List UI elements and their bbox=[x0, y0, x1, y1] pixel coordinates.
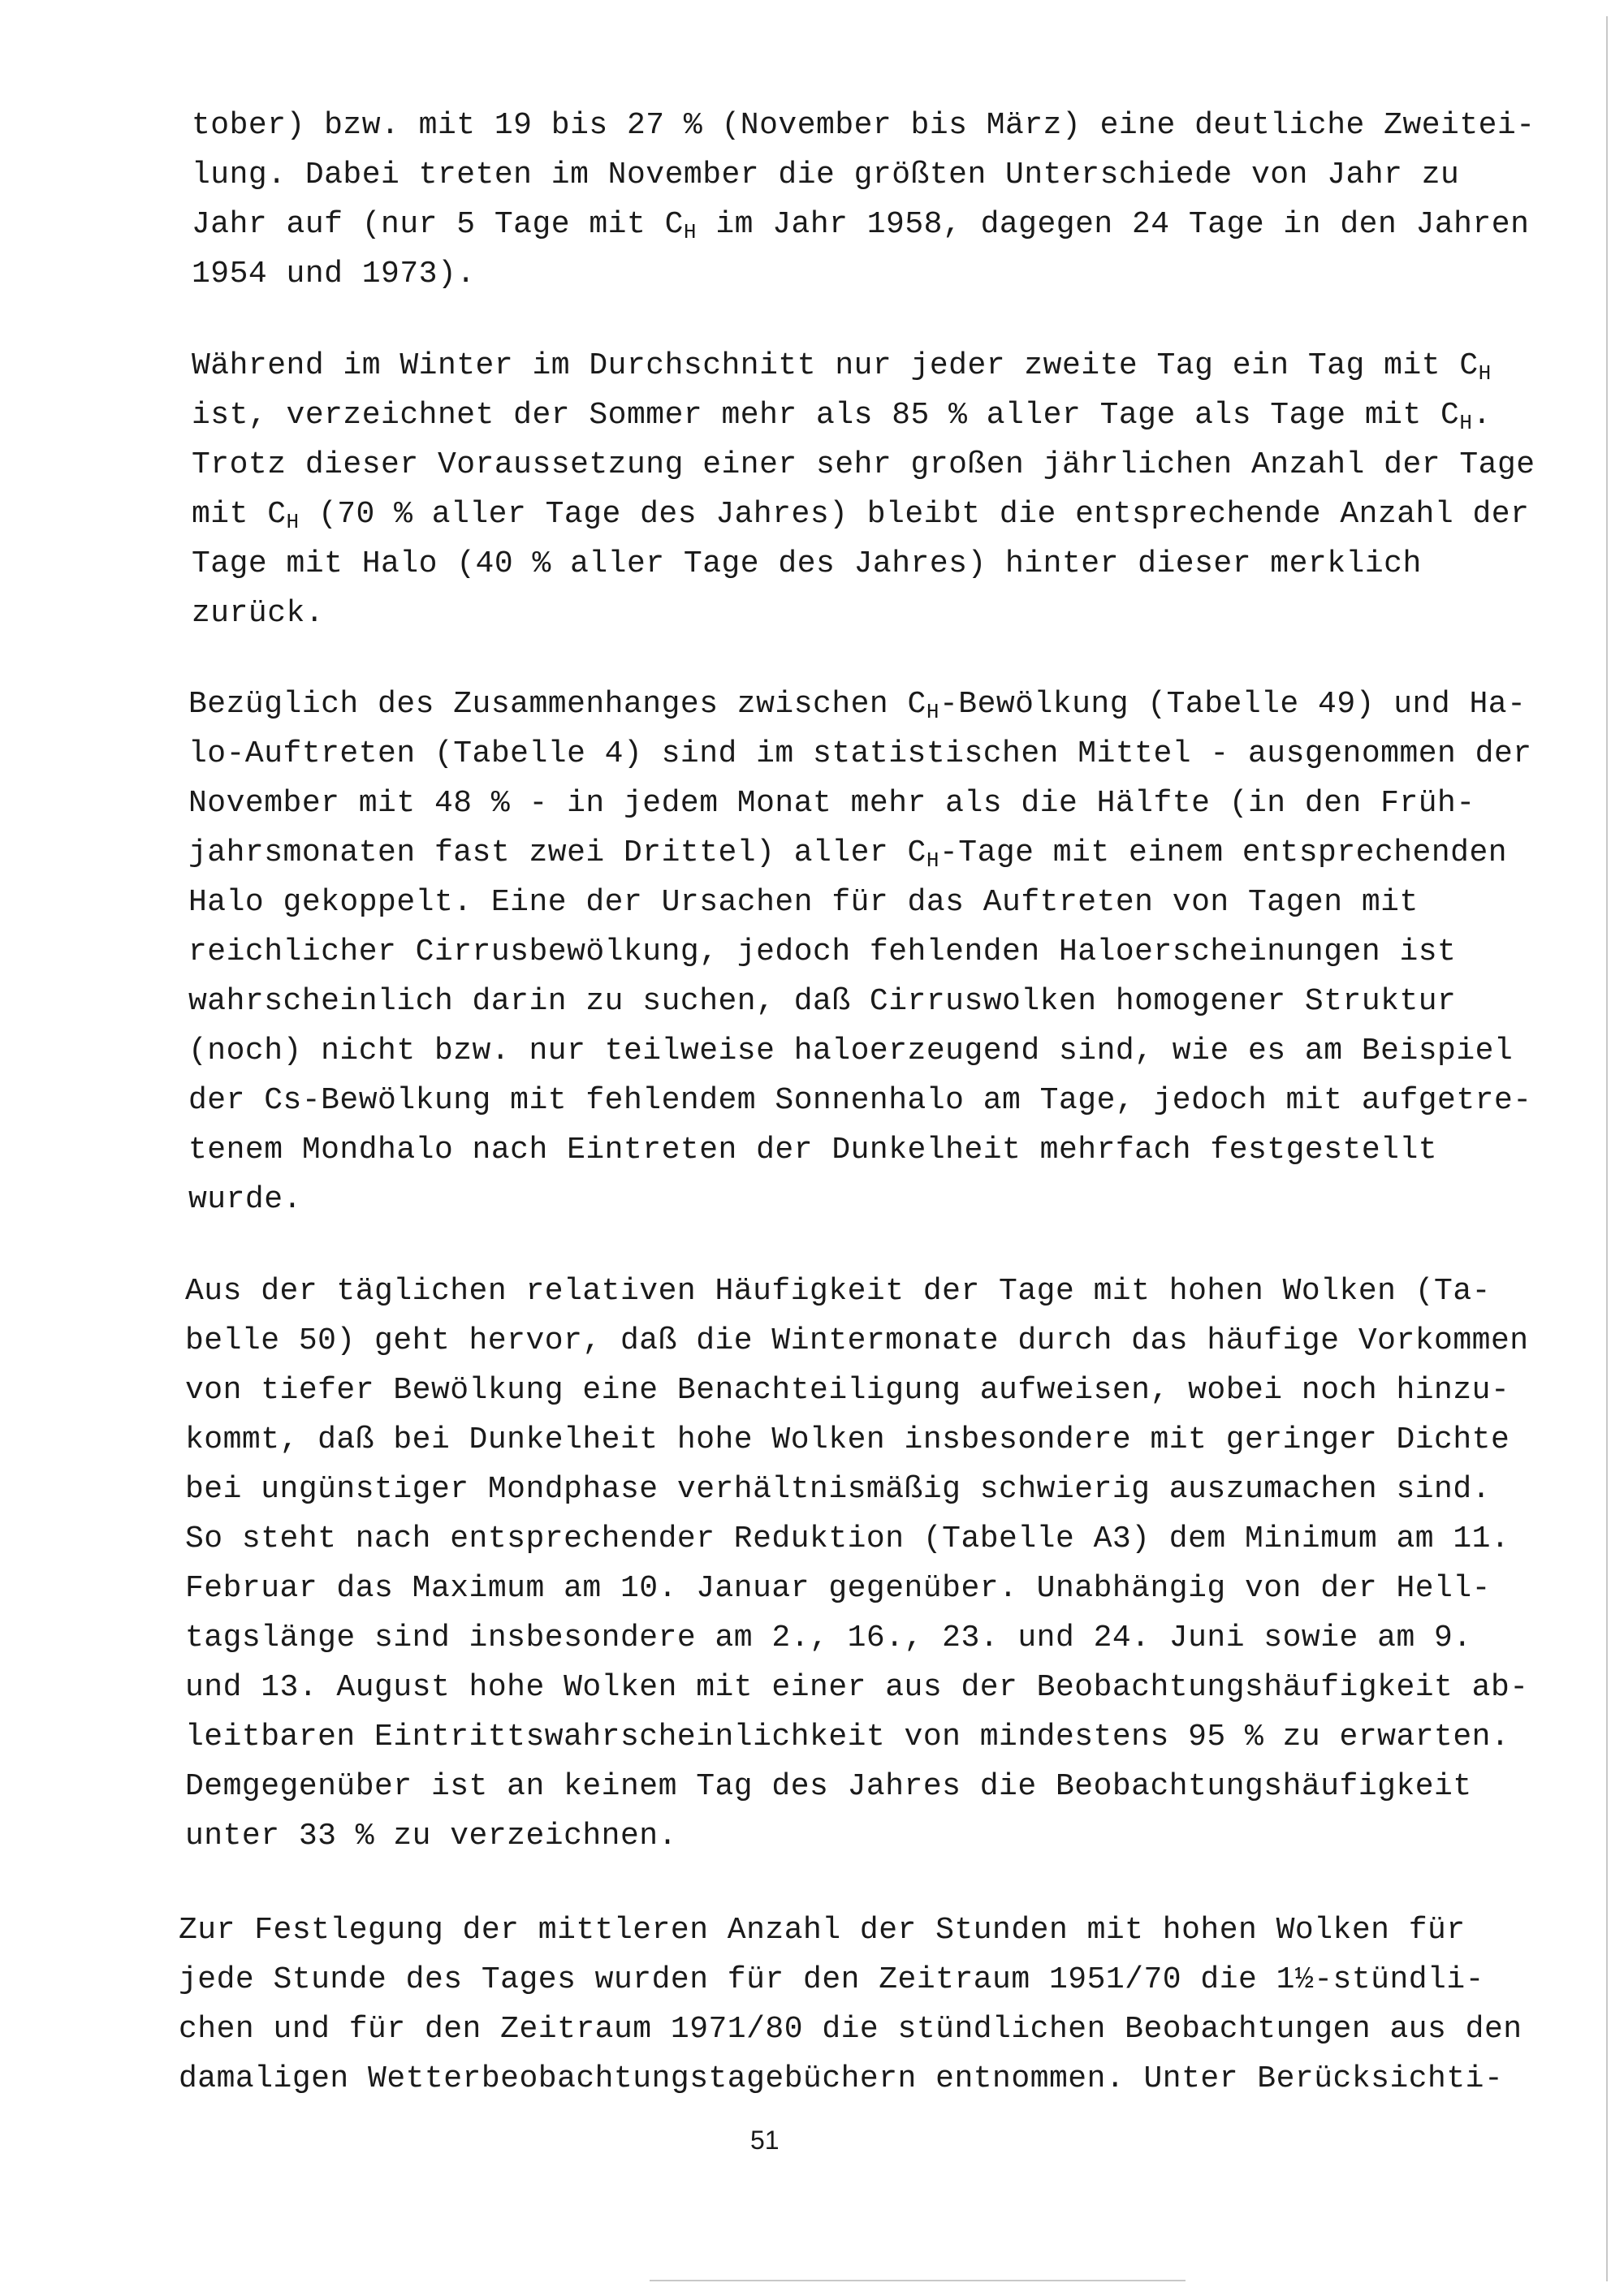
text-line: tober) bzw. mit 19 bis 27 % (November bis März) eine deutliche Zweitei- bbox=[192, 108, 1535, 143]
text-line: von tiefer Bewölkung eine Benachteiligung aufweisen, wobei noch hinzu- bbox=[185, 1373, 1510, 1408]
text-line: ist, verzeichnet der Sommer mehr als 85 % aller Tage als Tage mit $C_H$. bbox=[192, 398, 1492, 435]
scan-edge-bottom bbox=[650, 2280, 1186, 2281]
text-line: Jahr auf (nur 5 Tage mit $C_H$ im Jahr 1958, dagegen 24 Tage in den Jahren bbox=[192, 207, 1530, 244]
text-line: 1954 und 1973). bbox=[192, 257, 476, 291]
text-line: bei ungünstiger Mondphase verhältnismäßig schwierig auszumachen sind. bbox=[185, 1472, 1491, 1507]
subscript-h: H bbox=[1459, 411, 1473, 435]
scan-edge-right bbox=[1606, 16, 1608, 2281]
text-line: tagslänge sind insbesondere am 2., 16., 23. und 24. Juni sowie am 9. bbox=[185, 1621, 1472, 1655]
text-line: leitbaren Eintrittswahrscheinlichkeit von mindestens 95 % zu erwarten. bbox=[185, 1720, 1510, 1754]
text-line: der Cs-Bewölkung mit fehlendem Sonnenhalo am Tage, jedoch mit aufgetre- bbox=[188, 1083, 1532, 1118]
text-line: chen und für den Zeitraum 1971/80 die stündlichen Beobachtungen aus den bbox=[179, 2012, 1522, 2047]
text-line: (noch) nicht bzw. nur teilweise haloerzeugend sind, wie es am Beispiel bbox=[188, 1034, 1514, 1068]
text-line: unter 33 % zu verzeichnen. bbox=[185, 1819, 677, 1854]
text-line: jahrsmonaten fast zwei Drittel) aller $C_H$-Tage mit einem entsprechenden bbox=[188, 835, 1508, 873]
text-line: damaligen Wetterbeobachtungstagebüchern entnommen. Unter Berücksichti- bbox=[179, 2061, 1504, 2096]
text-line: Februar das Maximum am 10. Januar gegenüber. Unabhängig von der Hell- bbox=[185, 1571, 1491, 1606]
subscript-h: H bbox=[926, 700, 939, 724]
text-line: jede Stunde des Tages wurden für den Zeitraum 1951/70 die 1½-stündli- bbox=[179, 1962, 1484, 1997]
subscript-h: H bbox=[926, 848, 939, 873]
text-line: lung. Dabei treten im November die größten Unterschiede von Jahr zu bbox=[192, 158, 1460, 192]
text-line: Zur Festlegung der mittleren Anzahl der Stunden mit hohen Wolken für bbox=[179, 1913, 1466, 1948]
text-line: Halo gekoppelt. Eine der Ursachen für das Auftreten von Tagen mit bbox=[188, 885, 1419, 920]
text-line: mit $C_H$ (70 % aller Tage des Jahres) bleibt die entsprechende Anzahl der bbox=[192, 497, 1530, 534]
text-line: kommt, daß bei Dunkelheit hohe Wolken insbesondere mit geringer Dichte bbox=[185, 1422, 1510, 1457]
text-line: belle 50) geht hervor, daß die Wintermonate durch das häufige Vorkommen bbox=[185, 1323, 1529, 1358]
text-line: November mit 48 % - in jedem Monat mehr als die Hälfte (in den Früh- bbox=[188, 786, 1475, 821]
text-line: tenem Mondhalo nach Eintreten der Dunkelheit mehrfach festgestellt bbox=[188, 1133, 1438, 1167]
text-line: Aus der täglichen relativen Häufigkeit der Tage mit hohen Wolken (Ta- bbox=[185, 1274, 1491, 1309]
text-line: Trotz dieser Voraussetzung einer sehr großen jährlichen Anzahl der Tage bbox=[192, 447, 1535, 482]
subscript-h: H bbox=[683, 220, 698, 244]
text-line: zurück. bbox=[192, 596, 325, 631]
text-line: wahrscheinlich darin zu suchen, daß Cirruswolken homogener Struktur bbox=[188, 984, 1457, 1019]
text-line: reichlicher Cirrusbewölkung, jedoch fehlenden Haloerscheinungen ist bbox=[188, 934, 1457, 969]
text-line: Tage mit Halo (40 % aller Tage des Jahres) hinter dieser merklich bbox=[192, 546, 1422, 581]
text-line: Während im Winter im Durchschnitt nur jeder zweite Tag ein Tag mit $C_H$ bbox=[192, 348, 1492, 386]
text-line: Bezüglich des Zusammenhanges zwischen $C_H$-Bewölkung (Tabelle 49) und Ha- bbox=[188, 687, 1527, 724]
text-line: Demgegenüber ist an keinem Tag des Jahres die Beobachtungshäufigkeit bbox=[185, 1769, 1472, 1804]
text-line: lo-Auftreten (Tabelle 4) sind im statistischen Mittel - ausgenommen der bbox=[188, 736, 1532, 771]
text-line: So steht nach entsprechender Reduktion (Tabelle A3) dem Minimum am 11. bbox=[185, 1521, 1510, 1556]
subscript-h: H bbox=[286, 510, 300, 534]
text-line: und 13. August hohe Wolken mit einer aus der Beobachtungshäufigkeit ab- bbox=[185, 1670, 1529, 1705]
subscript-h: H bbox=[1478, 361, 1492, 386]
text-line: wurde. bbox=[188, 1182, 302, 1217]
page-number: 51 bbox=[750, 2126, 780, 2155]
